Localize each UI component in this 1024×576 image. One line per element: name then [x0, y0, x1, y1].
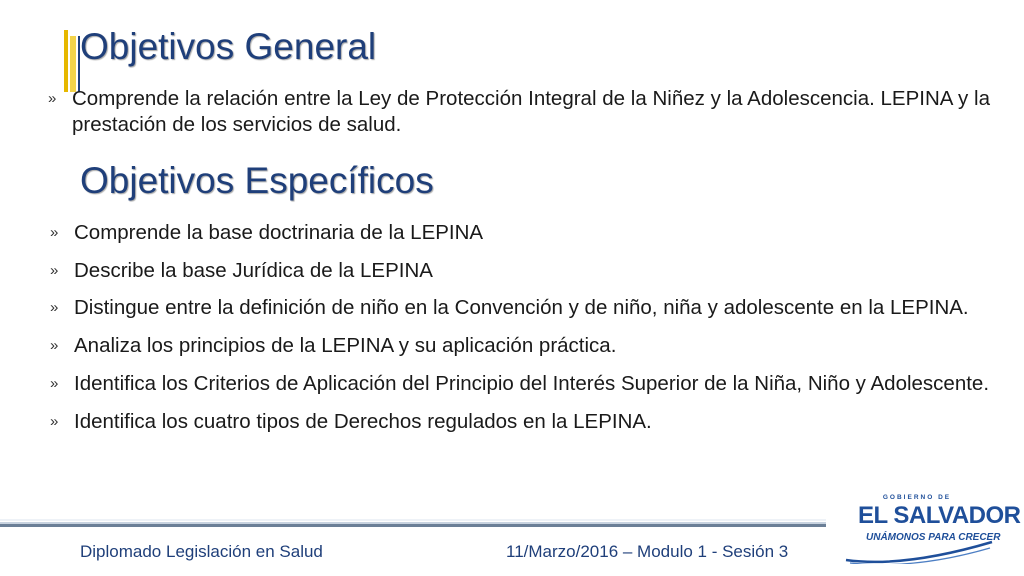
general-objectives-list [48, 86, 990, 138]
bullet-marker: » [50, 337, 59, 354]
list-item [50, 258, 1004, 284]
bullet-marker: » [50, 375, 59, 392]
list-item-text: Describe la base Jurídica de la LEPINA [74, 259, 433, 282]
list-item-text: Identifica los Criterios de Aplicación del Principio del Interés Superior de la Niña, Niño y Adolescente. [74, 372, 990, 395]
logo-main-text: EL SALVADOR [858, 502, 1021, 529]
footer-divider [0, 519, 826, 527]
bullet-marker: » [50, 413, 59, 430]
title-accent-bar [64, 30, 68, 92]
list-item-text: Identifica los cuatro tipos de Derechos regulados en la LEPINA. [74, 410, 652, 433]
title-accent-bar [70, 36, 76, 92]
list-item-text: Analiza los principios de la LEPINA y su aplicación práctica. [74, 334, 617, 357]
list-item [50, 371, 1004, 397]
footer-date-session: 11/Marzo/2016 – Modulo 1 - Sesión 3 [506, 542, 789, 561]
bullet-marker: » [50, 262, 59, 279]
logo-top-text: GOBIERNO DE [882, 494, 952, 501]
list-item [48, 86, 990, 138]
gobierno-el-salvador-logo [842, 494, 1021, 568]
logo-slogan: UNÁMONOS PARA CRECER [866, 532, 1001, 543]
list-item [50, 409, 1004, 435]
logo-swoosh-icon [844, 534, 994, 564]
bullet-marker: » [48, 90, 57, 107]
list-item [50, 220, 1004, 246]
list-item-text: Comprende la base doctrinaria de la LEPINA [74, 221, 484, 244]
heading-objetivos-especificos: Objetivos Específicos [80, 160, 434, 201]
bullet-marker: » [50, 299, 59, 316]
list-item [50, 295, 1004, 321]
list-item-text: Distingue entre la definición de niño en la Convención y de niño, niña y adolescente en la LEPINA. [74, 296, 969, 319]
footer-course-name: Diplomado Legislación en Salud [80, 542, 323, 561]
specific-objectives-list [50, 220, 1004, 445]
bullet-marker: » [50, 224, 59, 241]
list-item [50, 333, 1004, 359]
heading-objetivos-general: Objetivos General [80, 26, 377, 67]
list-item-text: Comprende la relación entre la Ley de Protección Integral de la Niñez y la Adolescencia. LEPINA y la prestación de los servicios de salud. [72, 87, 990, 136]
